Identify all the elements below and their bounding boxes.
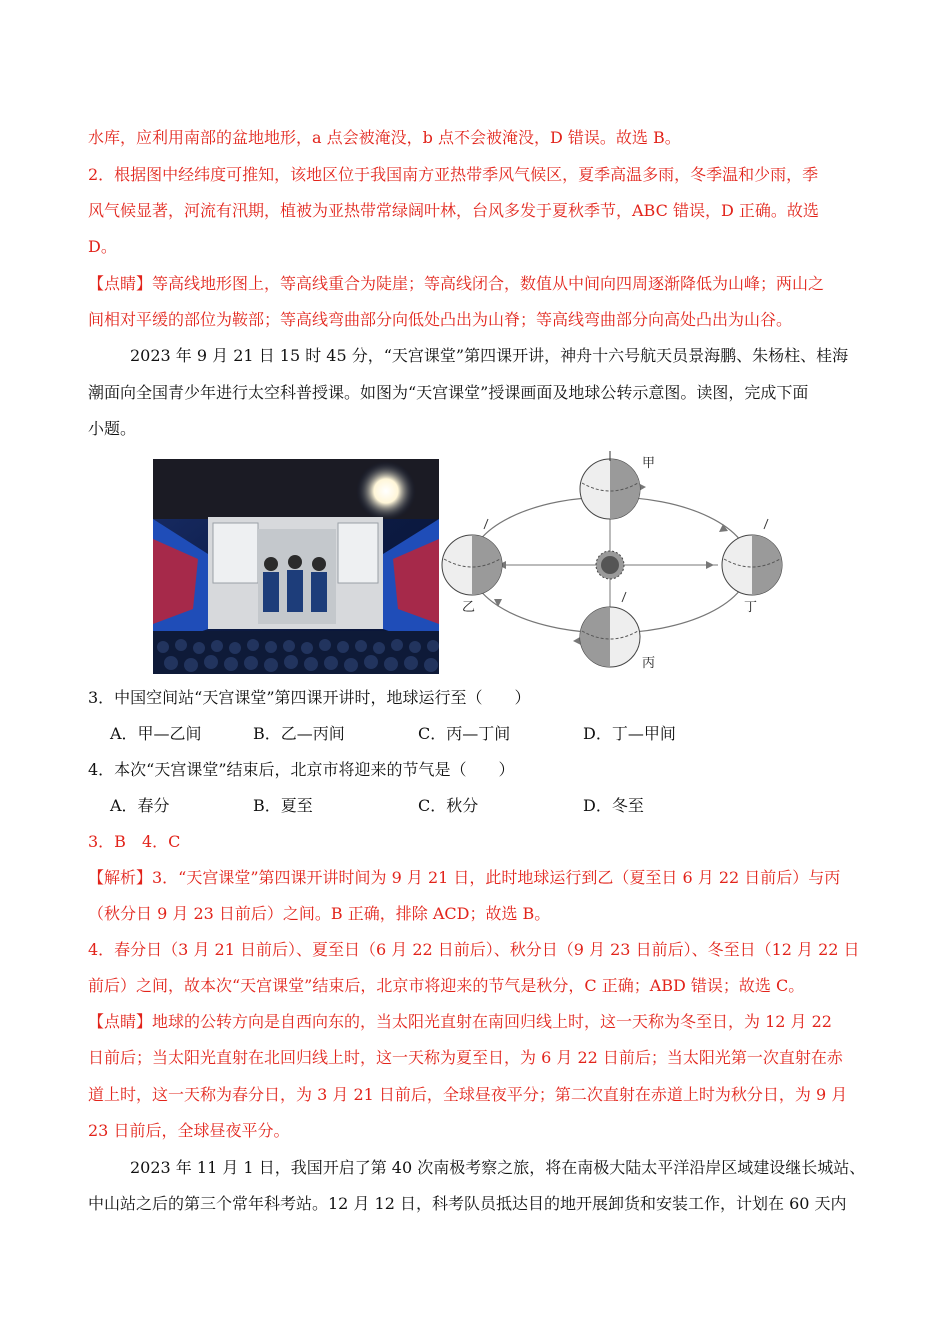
- passage-line: 小题。: [88, 419, 137, 438]
- question-3: 3．中国空间站“天宫课堂”第四课开讲时，地球运行至（ ）: [88, 688, 531, 707]
- text-line: D。: [88, 237, 117, 256]
- sun-icon: [596, 551, 624, 579]
- passage-line: 2023 年 11 月 1 日，我国开启了第 40 次南极考察之旅，将在南极大陆太平洋沿岸区域建设继长城站、: [130, 1158, 866, 1177]
- earth-jia-icon: [580, 451, 640, 519]
- q4-option-c: C．秋分: [418, 796, 479, 815]
- tip-line: 【点睛】地球的公转方向是自西向东的，当太阳光直射在南回归线上时，这一天称为冬至日，为 12 月 22: [88, 1012, 832, 1031]
- tip-line: 间相对平缓的部位为鞍部；等高线弯曲部分向低处凸出为山脊；等高线弯曲部分向高处凸出为山谷。: [88, 310, 793, 329]
- passage-line: 中山站之后的第三个常年科考站。12 月 12 日，科考队员抵达目的地开展卸货和安装工作，计划在 60 天内: [88, 1194, 847, 1213]
- label-yi: 乙: [462, 600, 476, 615]
- q3-option-d: D．丁—甲间: [583, 724, 676, 743]
- orbit-drawing: [438, 449, 788, 681]
- answer-line: 3．B 4．C: [88, 832, 181, 851]
- explanation-line: 【解析】3．“天宫课堂”第四课开讲时间为 9 月 21 日，此时地球运行到乙（夏至日 6 月 22 日前后）与丙: [88, 868, 841, 887]
- tip-line: 【点睛】等高线地形图上，等高线重合为陡崖；等高线闭合，数值从中间向四周逐渐降低为山峰；两山之: [88, 274, 825, 293]
- q4-option-d: D．冬至: [583, 796, 644, 815]
- tip-line: 日前后；当太阳光直射在北回归线上时，这一天称为夏至日，为 6 月 22 日前后；当太阳光第一次直射在赤: [88, 1048, 843, 1067]
- text-line: 风气候显著，河流有汛期，植被为亚热带常绿阔叶林，台风多发于夏秋季节，ABC 错误，D 正确。故选: [88, 201, 819, 220]
- question-4: 4．本次“天宫课堂”结束后，北京市将迎来的节气是（ ）: [88, 760, 515, 779]
- q4-option-b: B．夏至: [253, 796, 313, 815]
- passage-line: 潮面向全国青少年进行太空科普授课。如图为“天宫课堂”授课画面及地球公转示意图。读图，完成下面: [88, 383, 809, 402]
- classroom-photo: [153, 459, 439, 674]
- q3-option-a: A．甲—乙间: [110, 724, 202, 743]
- tip-line: 道上时，这一天称为春分日，为 3 月 21 日前后，全球昼夜平分；第二次直射在赤道上时为秋分日，为 9 月: [88, 1085, 848, 1104]
- text-line: 水库，应利用南部的盆地地形，a 点会被淹没，b 点不会被淹没，D 错误。故选 B。: [88, 128, 681, 147]
- explanation-line: 4．春分日（3 月 21 日前后）、夏至日（6 月 22 日前后）、秋分日（9 月 23 日前后）、冬至日（12 月 22 日: [88, 940, 860, 959]
- classroom-photo-drawing: [153, 459, 439, 674]
- label-jia: 甲: [642, 456, 656, 471]
- tip-line: 23 日前后，全球昼夜平分。: [88, 1121, 290, 1140]
- q3-option-b: B．乙—丙间: [253, 724, 345, 743]
- passage-line: 2023 年 9 月 21 日 15 时 45 分，“天宫课堂”第四课开讲，神舟十六号航天员景海鹏、朱杨柱、桂海: [130, 346, 849, 365]
- label-ding: 丁: [744, 600, 758, 615]
- explanation-line: （秋分日 9 月 23 日前后）之间。B 正确，排除 ACD；故选 B。: [88, 904, 551, 923]
- q3-option-c: C．丙—丁间: [418, 724, 511, 743]
- label-bing: 丙: [642, 656, 656, 671]
- q4-option-a: A．春分: [110, 796, 170, 815]
- text-line: 2．根据图中经纬度可推知，该地区位于我国南方亚热带季风气候区，夏季高温多雨，冬季温和少雨，季: [88, 165, 819, 184]
- earth-yi-icon: [442, 519, 502, 595]
- earth-orbit-diagram: [438, 449, 788, 681]
- explanation-line: 前后）之间，故本次“天宫课堂”结束后，北京市将迎来的节气是秋分，C 正确；ABD 错误；故选 C。: [88, 976, 805, 995]
